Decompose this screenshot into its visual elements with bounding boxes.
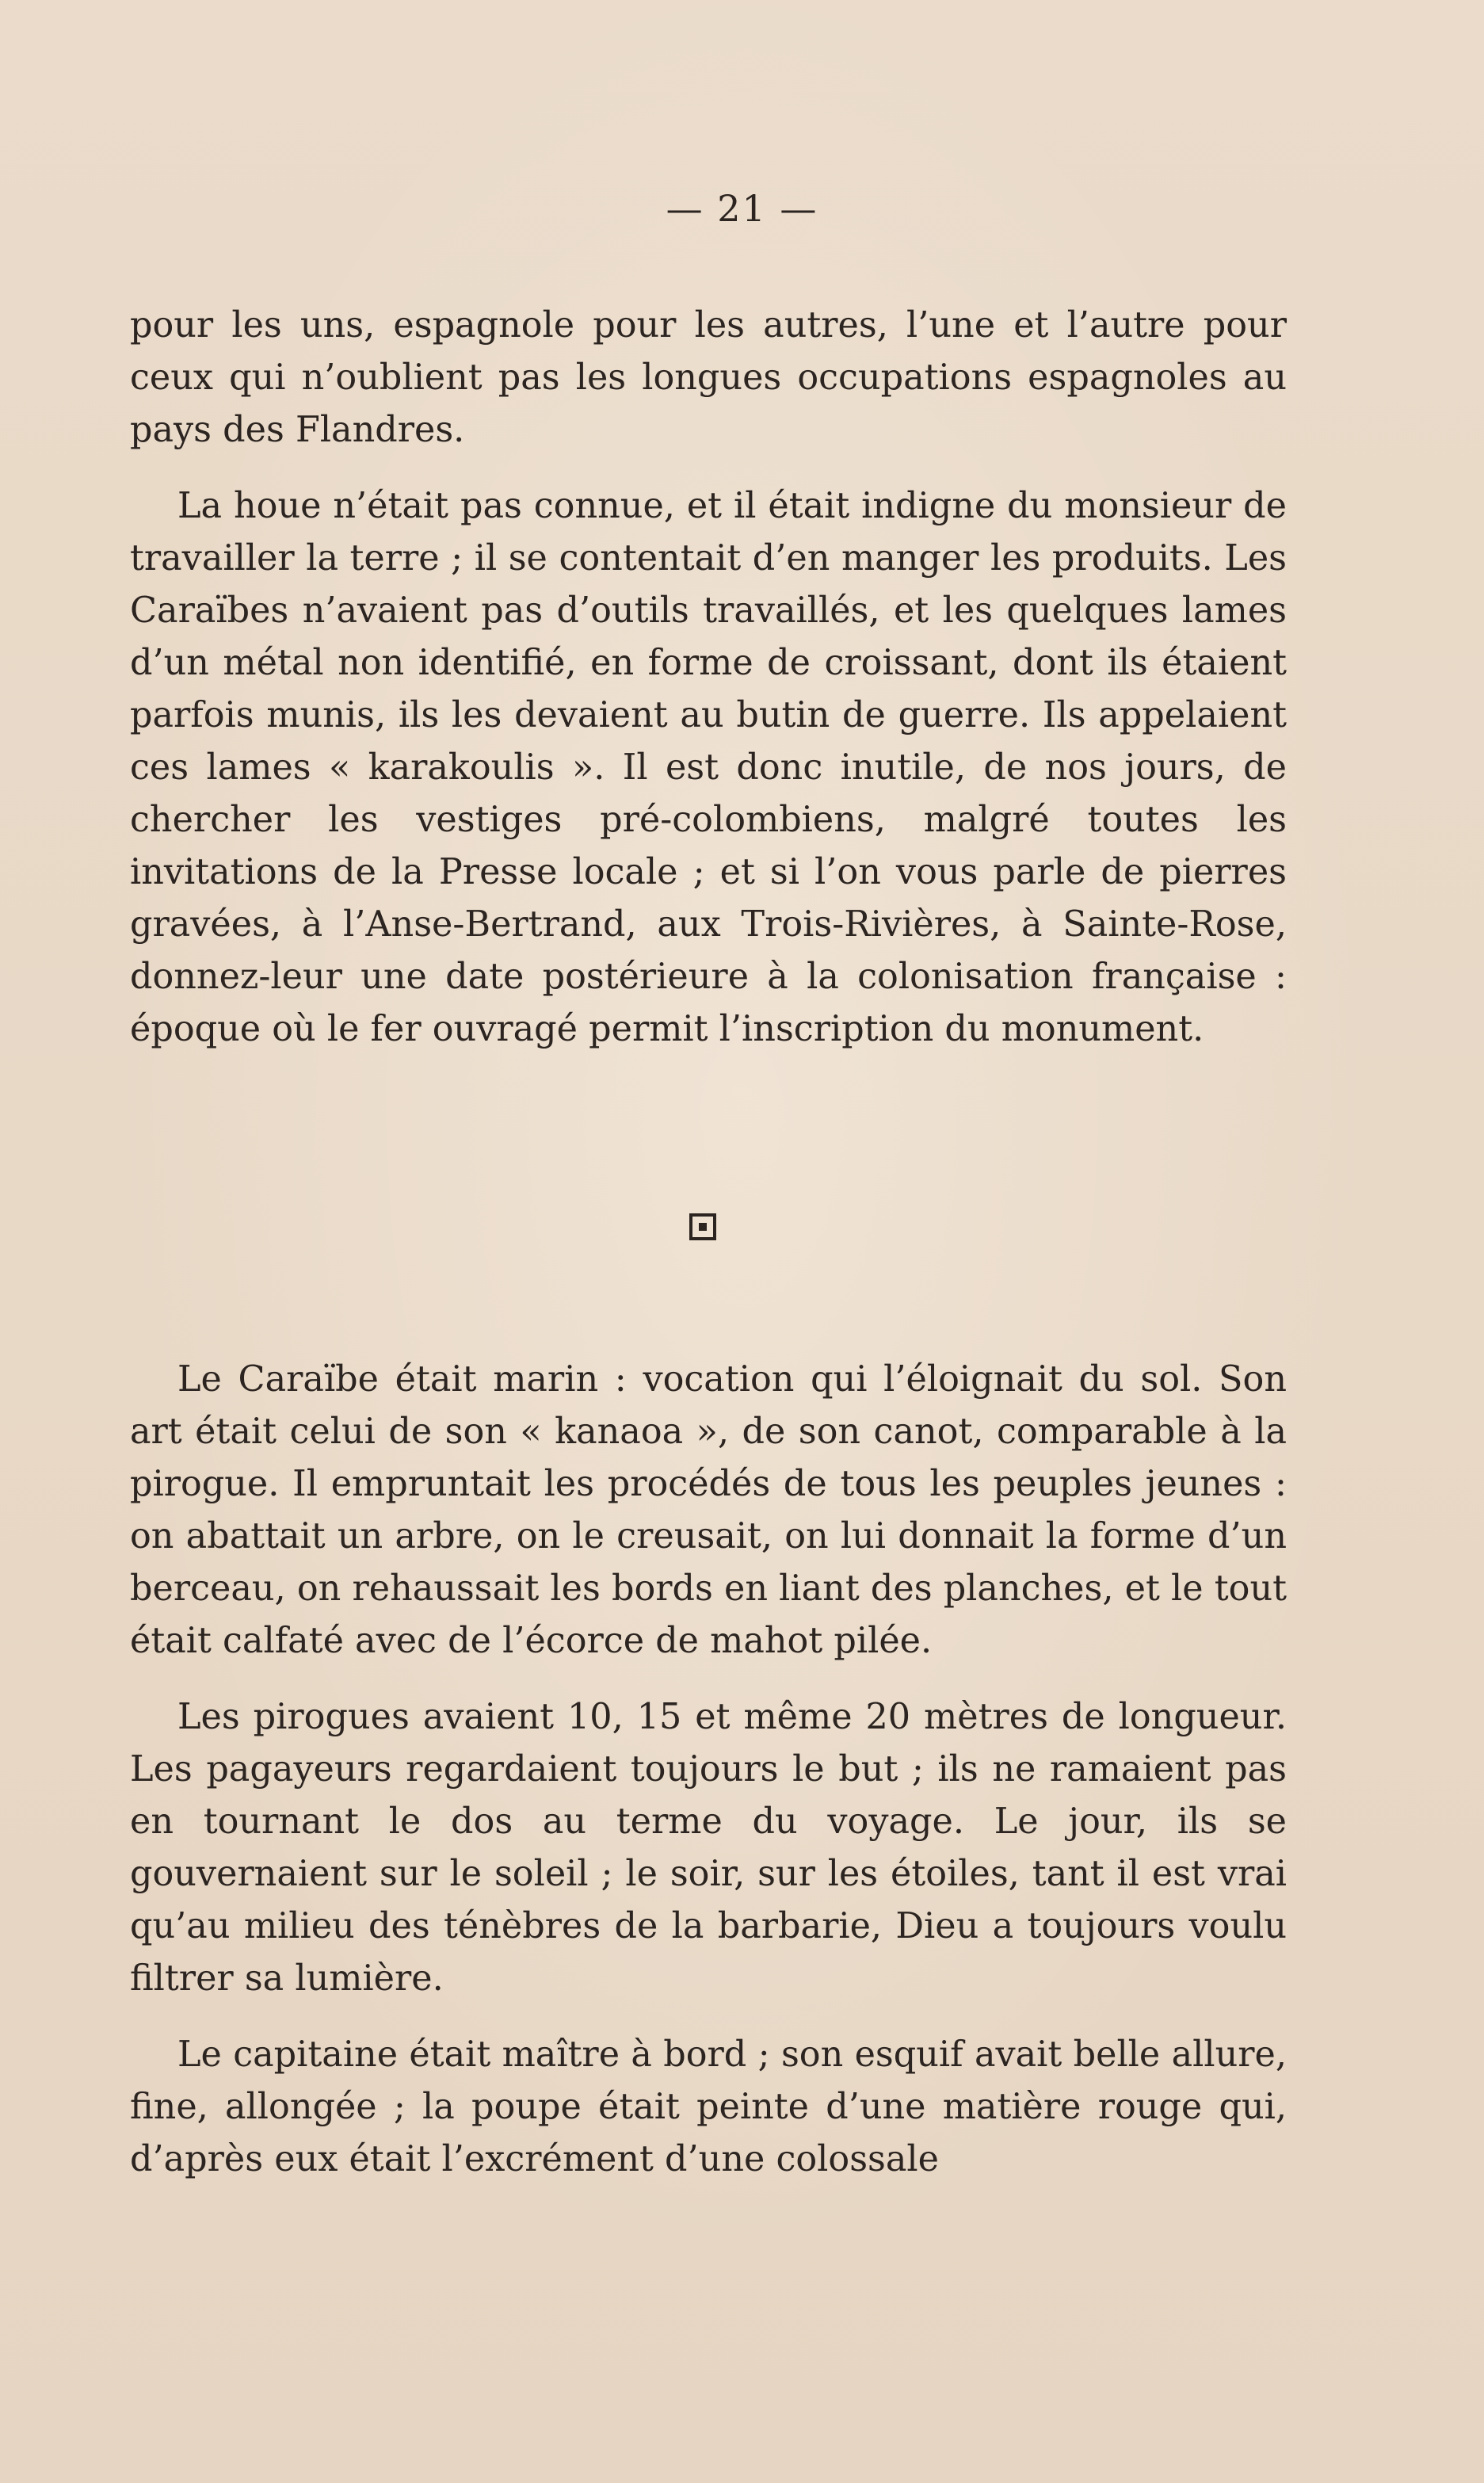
page-number: — 21 — [666, 187, 818, 230]
text-section-2 [130, 1354, 1287, 2186]
text-section-1 [130, 300, 1287, 1056]
paragraph: pour les uns, espagnole pour les autres, l’une et l’autre pour ceux qui n’oublient pas les longues occupations espagnoles au pays des Flandres. [130, 305, 1287, 450]
paragraph: Le capitaine était maître à bord ; son esquif avait belle allure, fine, allongée ; la poupe était peinte d’une matière rouge qui, d’après eux était l’excrément d’une colossale [130, 2034, 1287, 2179]
paragraph: Les pirogues avaient 10, 15 et même 20 mètres de longueur. Les pagayeurs regardaient toujours le but ; ils ne ramaient pas en tournant le dos au terme du voyage. Le jour, ils se gouvernaient sur le soleil ; le soir, sur les étoiles, tant il est vrai qu’au milieu des ténèbres de la barbarie, Dieu a toujours voulu filtrer sa lumière. [130, 1697, 1287, 1999]
square-ornament-icon [689, 1213, 716, 1240]
paragraph: La houe n’était pas connue, et il était indigne du monsieur de travailler la terre ; il se contentait d’en manger les produits. Les Caraïbes n’avaient pas d’outils travaillés, et les quelques lames d’un métal non identifié, en forme de croissant, dont ils étaient parfois munis, ils les devaient au butin de guerre. Ils appelaient ces lames « karakoulis ». Il est donc inutile, de nos jours, de chercher les vestiges pré-colombiens, malgré toutes les invitations de la Presse locale ; et si l’on vous parle de pierres gravées, à l’Anse-Bertrand, aux Trois-Rivières, à Sainte-Rose, donnez-leur une date postérieure à la colonisation française : époque où le fer ouvragé permit l’inscription du monument. [130, 486, 1287, 1049]
paragraph: Le Caraïbe était marin : vocation qui l’éloignait du sol. Son art était celui de son « kanaoa », de son canot, comparable à la pirogue. Il empruntait les procédés de tous les peuples jeunes : on abattait un arbre, on le creusait, on lui donnait la forme d’un berceau, on rehaussait les bords en liant des planches, et le tout était calfaté avec de l’écorce de mahot pilée. [130, 1359, 1287, 1661]
